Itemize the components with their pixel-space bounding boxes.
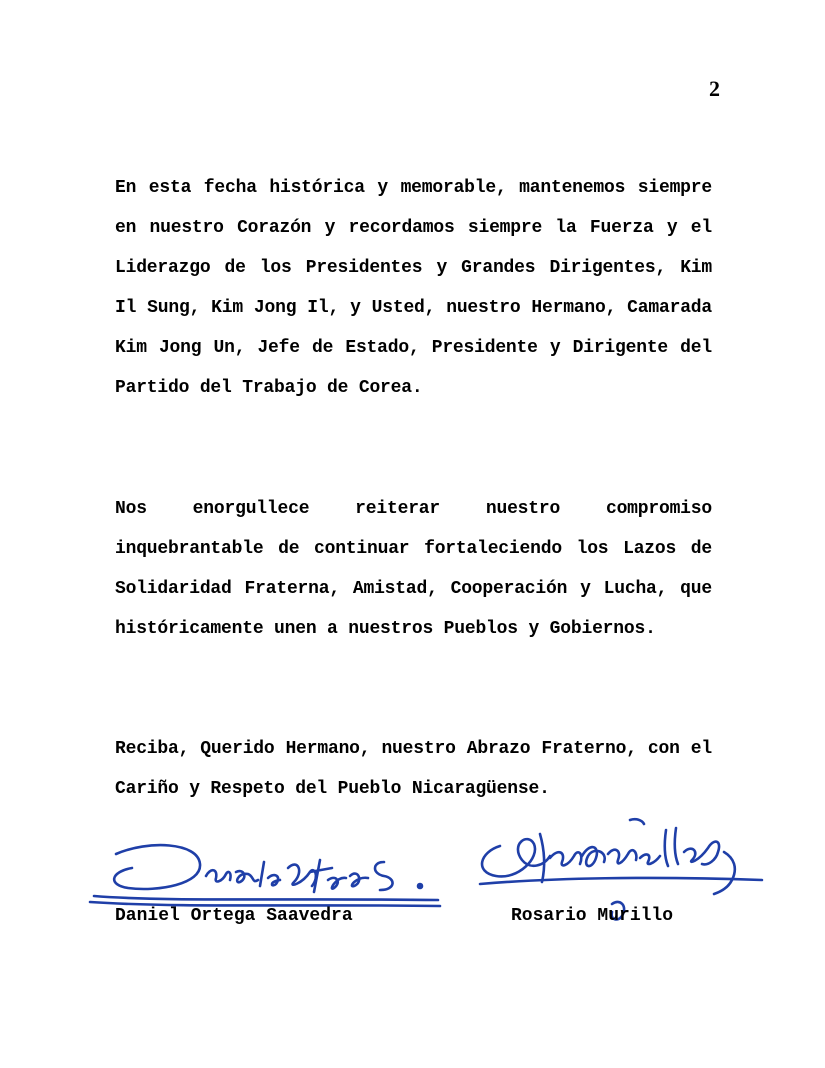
signature-drawing-left — [88, 832, 448, 912]
paragraph-closing: Reciba, Querido Hermano, nuestro Abrazo Fraterno, con el Cariño y Respeto del Pueblo Nicaragüense. — [115, 739, 712, 799]
paragraph-commitment: Nos enorgullece reiterar nuestro compromiso inquebrantable de continuar fortaleciendo los Lazos de Solidaridad Fraterna, Amistad, Cooperación y Lucha, que históricamente unen a nuestros Pueblos y Gobiernos. — [115, 499, 712, 639]
signature-daniel-ortega — [88, 832, 448, 912]
signer-name-right: Rosario Murillo — [511, 906, 674, 926]
signer-name-left: Daniel Ortega Saavedra — [115, 906, 353, 926]
page-number: 2 — [709, 76, 720, 101]
paragraph-commemoration: En esta fecha histórica y memorable, mantenemos siempre en nuestro Corazón y recordamos siempre la Fuerza y el Liderazgo de los Presidentes y Grandes Dirigentes, Kim Il Sung, Kim Jong Il, y Usted, nuestro Hermano, Camarada Kim Jong Un, Jefe de Estado, Presidente y Dirigente del Partido del Trabajo de Corea. — [115, 178, 712, 398]
